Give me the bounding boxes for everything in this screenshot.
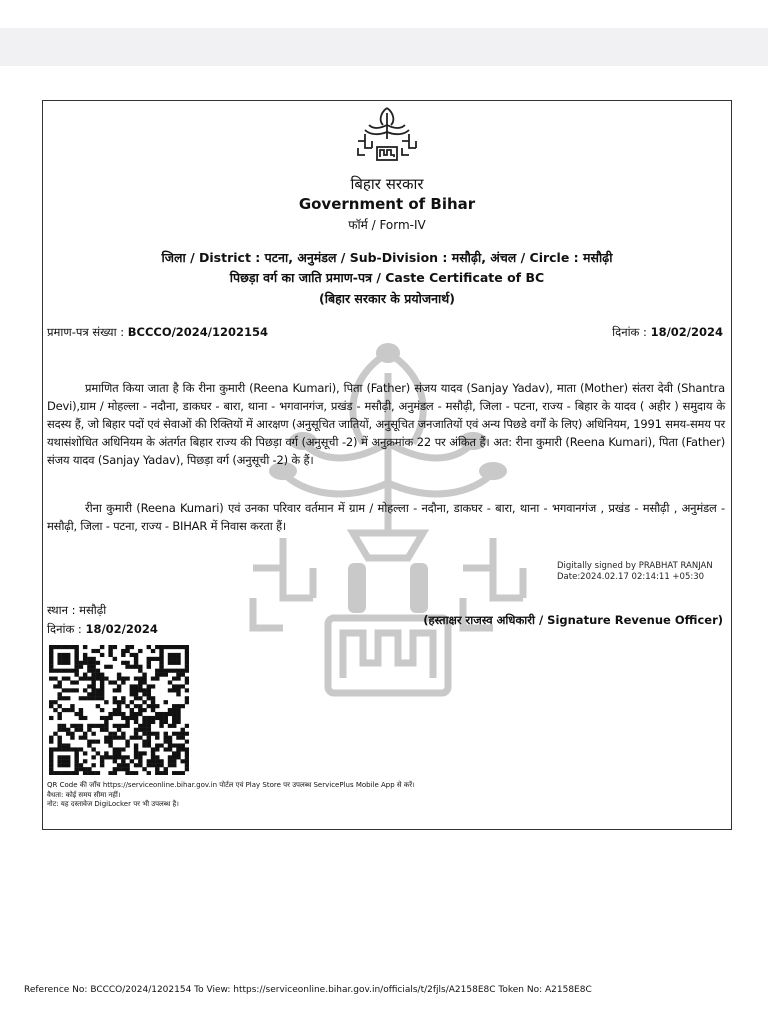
qr-code-icon — [49, 645, 189, 775]
govt-title-hindi: बिहार सरकार — [350, 175, 424, 193]
bihar-emblem-icon — [355, 105, 419, 163]
place — [47, 603, 106, 618]
govt-title-english: Government of Bihar — [298, 195, 476, 213]
certificate-number-label: प्रमाण-पत्र संख्या : — [47, 325, 128, 339]
reference-line: Reference No: BCCCO/2024/1202154 To View: https://serviceonline.bihar.gov.in/officials/t/2fjls/A2158E8C Token No: A2158E8C — [24, 985, 592, 995]
place-value: मसौढ़ी — [79, 603, 107, 617]
digital-signature-name: Digitally signed by PRABHAT RANJAN — [557, 561, 713, 571]
certificate-purpose: (बिहार सरकार के प्रयोजनार्थ) — [319, 291, 455, 306]
notes — [47, 781, 415, 810]
certificate-date — [612, 325, 723, 340]
certificate-paragraph-2: रीना कुमारी (Reena Kumari) एवं उनका परिवार वर्तमान में ग्राम / मोहल्ला - नदौना, डाकघर - बारा, थाना - भगवानगंज , प्रखंड - मसौढ़ी , अनुमंडल - मसौढ़ी, जिला - पटना, राज्य - BIHAR में निवास करता हैं। — [47, 501, 725, 533]
browser-top-bar — [0, 28, 768, 66]
form-label: फॉर्म / Form-IV — [348, 218, 426, 232]
issue-date-value: 18/02/2024 — [85, 622, 158, 636]
certificate-number — [47, 325, 268, 340]
certificate-number-value: BCCCO/2024/1202154 — [127, 325, 269, 339]
signature-revenue-officer: (हस्ताक्षर राजस्व अधिकारी / Signature Revenue Officer) — [423, 613, 723, 627]
place-label: स्थान : — [47, 603, 80, 617]
certificate-date-label: दिनांक : — [612, 325, 651, 339]
certificate-paragraph-1: प्रमाणित किया जाता है कि रीना कुमारी (Reena Kumari), पिता (Father) संजय यादव (Sanjay Yadav), माता (Mother) संतरा देवी (Shantra Devi),ग्राम / मोहल्ला - नदौना, डाकघर - बारा, थाना - भगवानगंज, प्रखंड - मसौढ़ी, अनुमंडल - मसौढ़ी, जिला - पटना, राज्य - बिहार के यादव ( अहीर ) समुदाय के सदस्य हैं, जो बिहार पदों एवं सेवाओं की रिक्तियों में आरक्षण (अनुसूचित जातियों, अनुसूचित जनजातियों एवं अन्य पिछडे वर्गों के लिए) अधिनियम, 1991 समय-समय पर यथासंशोधित अधिनियम के अंतर्गत बिहार राज्य की पिछड़ा वर्ग (अनुसूची -2) में अनुक्रमांक 22 पर अंकित हैं। अत: रीना कुमारी (Reena Kumari), पिता (Father) संजय यादव (Sanjay Yadav), पिछड़ा वर्ग (अनुसूची -2) के हैं। — [47, 381, 725, 467]
issue-date-label: दिनांक : — [47, 622, 86, 636]
district-line: जिला / District : पटना, अनुमंडल / Sub-Division : मसौढ़ी, अंचल / Circle : मसौढ़ी — [161, 250, 613, 265]
caste-certificate — [42, 100, 732, 830]
note-digilocker: नोट: यह दस्तावेज DigiLocker पर भी उपलब्ध है। — [47, 800, 179, 808]
issue-date — [47, 622, 158, 637]
certificate-title: पिछड़ा वर्ग का जाति प्रमाण-पत्र / Caste Certificate of BC — [229, 270, 545, 285]
certificate-date-value: 18/02/2024 — [650, 325, 723, 339]
digital-signature-date: Date:2024.02.17 02:14:11 +05:30 — [557, 572, 705, 582]
digital-signature — [557, 561, 713, 583]
note-qr: QR Code की जाँच https://serviceonline.bihar.gov.in पोर्टल एवं Play Store पर उपलब्ध ServicePlus Mobile App से करें। — [47, 781, 415, 789]
note-validity: वैधता: कोई समय सीमा नहीं। — [47, 790, 121, 799]
